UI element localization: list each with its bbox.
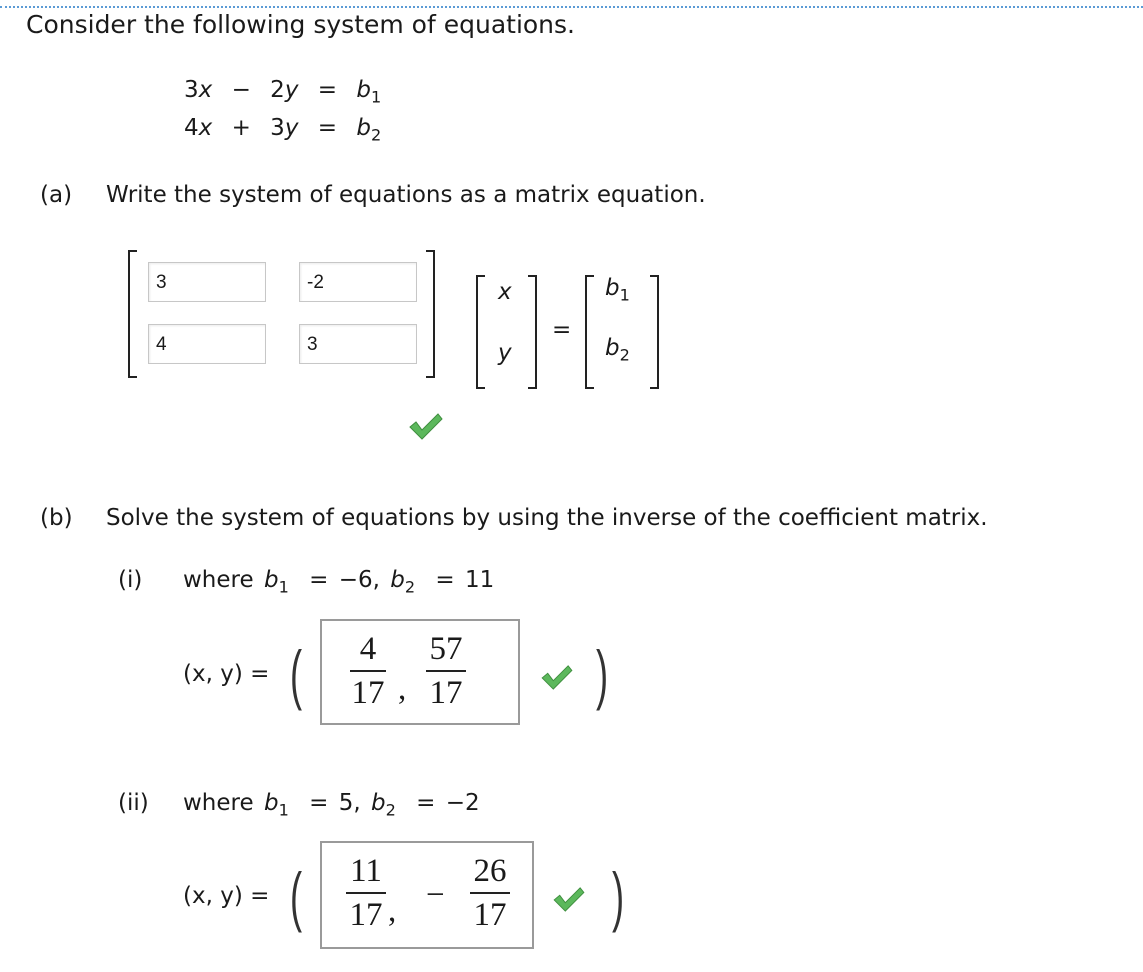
top-dotted-rule [0,6,1143,8]
answer-box-i[interactable] [320,619,520,725]
part-b-text: Solve the system of equations by using the inverse of the coefficient matrix. [106,505,988,531]
matrix-cell-1-2[interactable]: -2 [299,262,417,302]
answer-i-x-fraction: 4 17 [351,631,385,711]
intro-text: Consider the following system of equations. [26,10,575,39]
rhs-left-bracket [585,275,594,389]
answer-box-ii[interactable] [320,841,534,949]
rhs-b2: $b_2$ [605,335,630,365]
answer-ii-comma: , [388,893,397,929]
var-y: y [498,340,512,366]
open-paren: ( [290,637,303,711]
check-icon [408,412,444,440]
check-icon [540,664,574,690]
answer-i-comma: , [398,671,407,707]
answer-ii-minus: − [426,877,445,913]
open-paren: ( [290,859,303,933]
answer-i-y-fraction: 57 17 [426,631,466,712]
part-b-i-lhs: (x, y) = [183,661,270,687]
answer-ii-x-fraction: 11 17 [346,853,386,934]
equation-1: $3x - 2y = b_1$ [184,77,382,107]
part-b-label: (b) [40,505,73,531]
close-paren: ) [596,637,609,711]
matrix-cell-2-1[interactable]: 4 [148,324,266,364]
close-paren: ) [612,859,625,933]
rhs-right-bracket [650,275,659,389]
check-icon [552,886,586,912]
matrix-left-bracket [128,250,137,378]
part-a-label: (a) [40,182,73,208]
matrix-right-bracket [426,250,435,378]
var-x: x [498,279,512,305]
vars-right-bracket [528,275,537,389]
matrix-cell-1-1[interactable]: 3 [148,262,266,302]
matrix-equals: = [552,317,572,343]
part-b-ii-condition: where $b_1 = 5$, $b_2 = -2$ [183,790,480,820]
vars-left-bracket [476,275,485,389]
matrix-cell-2-2[interactable]: 3 [299,324,417,364]
part-b-i-label: (i) [118,567,143,593]
rhs-b1: $b_1$ [605,275,630,305]
answer-ii-y-fraction: 26 17 [470,853,510,934]
part-b-ii-lhs: (x, y) = [183,883,270,909]
part-a-text: Write the system of equations as a matrix equation. [106,182,706,208]
part-b-i-condition: where $b_1 = -6$, $b_2 = 11$ [183,567,495,597]
equation-2: $4x + 3y = b_2$ [184,115,382,145]
part-b-ii-label: (ii) [118,790,149,816]
